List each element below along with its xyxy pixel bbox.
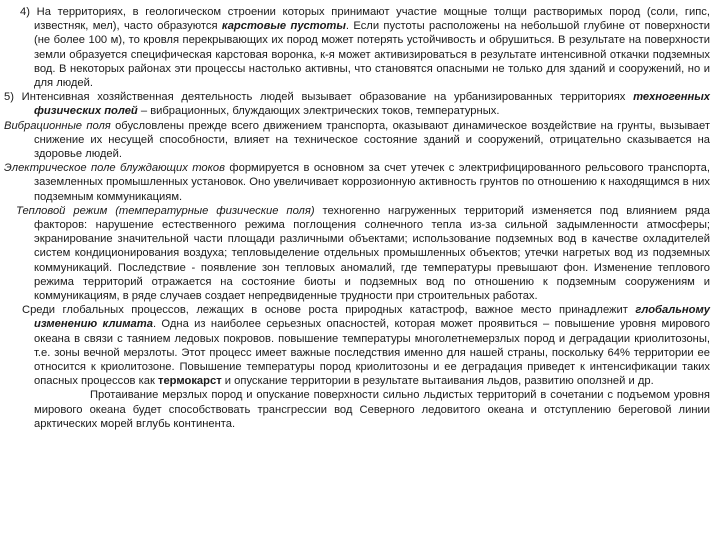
paragraph-stray-currents <box>4 161 710 204</box>
paragraph-permafrost-text: Протаивание мерзлых пород и опускание поверхности сильно льдистых территорий в сочетании с подъемом уровня мирового океана будет способствовать трансгрессии вод Северного ледовитого океана и отступлению береговой линии арктических морей вглубь континента. <box>34 389 710 430</box>
term-global-climate-change: глобальному изменению климата <box>34 304 710 331</box>
paragraph-technogenic-text-start: 5) Интенсивная хозяйственная деятельность людей вызывает образование на урбанизированных территориях <box>4 91 634 104</box>
document-page <box>4 5 710 431</box>
paragraph-stray-currents-text: формируется в основном за счет утечек с электрифицированного рельсового транспорта, заземленных промышленных установок. Оно увеличивает коррозионную активность грунтов по отношению к находящимся в них подземным коммуникациям. <box>34 162 710 203</box>
paragraph-climate-text-start: Среди глобальных процессов, лежащих в основе роста природных катастроф, важное место принадлежит <box>22 304 636 317</box>
term-vibration-fields: Вибрационные поля <box>4 119 111 132</box>
term-stray-currents: Электрическое поле блуждающих токов <box>4 162 225 175</box>
paragraph-karst <box>4 5 710 90</box>
paragraph-technogenic-text-end: – вибрационных, блуждающих электрических токов, температурных. <box>137 105 500 118</box>
paragraph-climate-change <box>4 303 710 388</box>
term-thermal-regime: Тепловой режим (температурные физические поля) <box>16 204 315 217</box>
paragraph-thermal-text: техногенно нагруженных территорий изменяется под влиянием ряда факторов: нарушение естественного режима поглощения солнечного тепла из-за сильной задымленности атмосферы; экранирование значительной части площади различными объектами; использование подземных вод в качестве охладителей систем кондиционирования воздуха; тепловыделение отдельных промышленных объектов; утечки нагретых вод из подземных коммуникаций. Последствие - появление зон тепловых аномалий, где температуры превышают фон. Изменение теплового режима территорий отражается на состояние биоты и подземных вод по отношению к подземным сооружениям и коммуникациям, в ряде случаев создает непредвиденные трудности при строительных работах. <box>34 204 710 303</box>
paragraph-climate-text-end: и опускание территории в результате вытаивания льдов, развитию оползней и др. <box>221 375 654 388</box>
term-thermokarst: термокарст <box>157 375 222 388</box>
term-karst-voids: карстовые пустоты <box>221 20 346 33</box>
paragraph-climate-text-middle: . Одна из наиболее серьезных опасностей, которая может проявиться – повышение уровня мирового океана в связи с таянием ледовых покровов. повышение температуры многолетнемерзлых пород и деградации криолитозоны, т.е. зоны вечной мерзлоты. Этот процесс имеет важные последствия именно для нашей страны, поскольку 64% территории ее относится к криолитозоне. Повышение температуры пород криолитозоны и ее деградация приведет к интенсификации таких опасных процессов как <box>34 318 711 388</box>
paragraph-permafrost-thaw <box>4 388 710 431</box>
paragraph-karst-text-start: 4) На территориях, в геологическом строении которых принимают участие мощные толщи растворимых пород (соли, гипс, известняк, мел), часто образуются <box>20 6 710 33</box>
paragraph-thermal-regime <box>4 204 710 303</box>
paragraph-technogenic-fields <box>4 90 710 118</box>
paragraph-vibration-text: обусловлены прежде всего движением транспорта, оказывают динамическое воздействие на грунты, вызывает снижение их несущей способности, влияет на техническое состояние зданий и сооружений, отрицательно сказывается на здоровье людей. <box>34 119 710 161</box>
paragraph-vibration <box>4 119 710 162</box>
term-technogenic-fields: техногенных физических полей <box>34 91 710 118</box>
paragraph-karst-text-end: . Если пустоты расположены на небольшой глубине от поверхности (не более 100 м), то кровля перекрывающих их пород может потерять устойчивость и обрушиться. В результате на поверхности земли образуется специфическая карстовая воронка, к-я может активизироваться в результате интенсивной откачки подземных вод. В некоторых районах эти процессы настолько активны, что становятся опасными не только для зданий и сооружений, но и для людей. <box>34 20 710 90</box>
